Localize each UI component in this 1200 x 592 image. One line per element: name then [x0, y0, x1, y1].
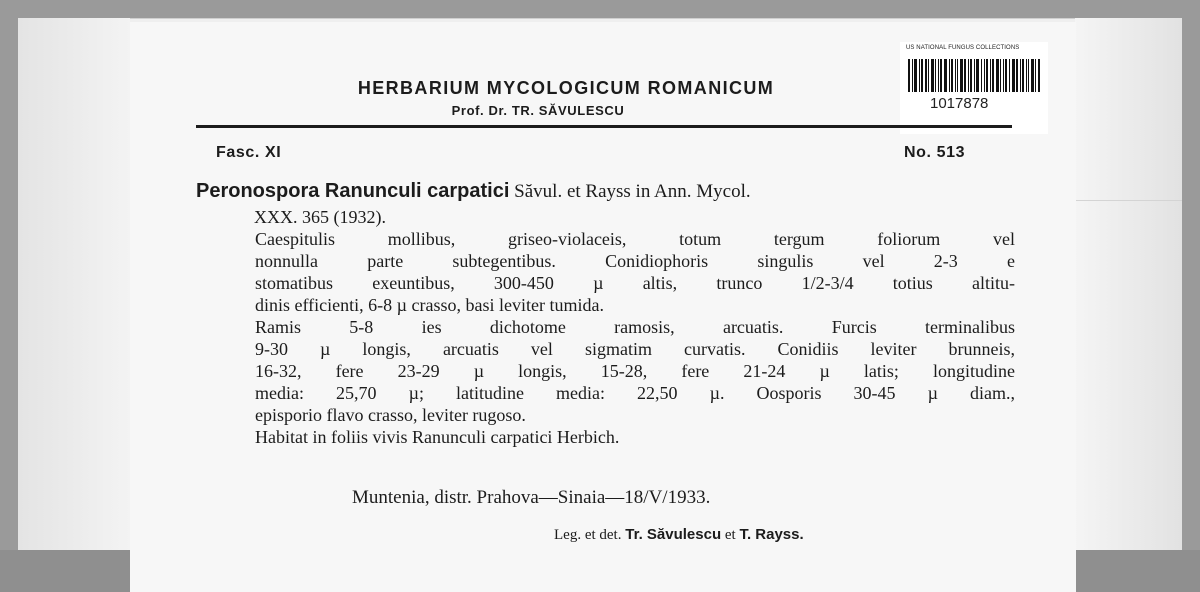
description-line: stomatibus exeuntibus, 300-450 µ altis, trunco 1/2-3/4 totius altitu- [255, 273, 1015, 293]
collector-prefix: Leg. et det. [554, 527, 622, 543]
herbarium-label [130, 22, 1076, 592]
packet-left-flap [18, 18, 130, 550]
collector-line [554, 526, 804, 544]
locality-line: Muntenia, distr. Prahova—Sinaia—18/V/1933. [352, 487, 711, 508]
barcode-caption: US NATIONAL FUNGUS COLLECTIONS [906, 45, 1020, 51]
description-line: Caespitulis mollibus, griseo-violaceis, totum tergum foliorum vel [255, 229, 1015, 249]
fascicle-label: Fasc. XI [216, 144, 282, 161]
description-line: Ramis 5-8 ies dichotome ramosis, arcuatis. Furcis terminalibus [255, 317, 1015, 337]
description-line: 16-32, fere 23-29 µ longis, 15-28, fere 21-24 µ latis; longitudine [255, 361, 1015, 381]
description-line: episporio flavo crasso, leviter rugoso. [255, 405, 526, 425]
exsiccata-number: No. 513 [904, 144, 966, 161]
herbarium-title: HERBARIUM MYCOLOGICUM ROMANICUM [357, 78, 775, 98]
collector-name: Tr. Săvulescu [625, 526, 722, 543]
description-line: 9-30 µ longis, arcuatis vel sigmatim curvatis. Conidiis leviter brunneis, [255, 339, 1015, 359]
taxon-name: Peronospora Ranunculi carpatici [196, 180, 510, 202]
packet-right-flap [1075, 18, 1182, 550]
collector-conjunction: et [724, 527, 736, 543]
taxon-authority: Săvul. et Rayss in Ann. Mycol. [514, 181, 751, 202]
taxon-citation: XXX. 365 (1932). [254, 207, 386, 227]
description-block [255, 228, 1015, 448]
packet-fold-line [1075, 200, 1182, 201]
description-line: nonnulla parte subtegentibus. Conidiophoris singulis vel 2-3 e [255, 251, 1015, 271]
description-line: media: 25,70 µ; latitudine media: 22,50 µ. Oosporis 30-45 µ diam., [255, 383, 1015, 403]
determiner-name: T. Rayss. [739, 526, 804, 543]
header-rule [196, 125, 1012, 128]
description-line: dinis efficienti, 6-8 µ crasso, basi leviter tumida. [255, 295, 604, 315]
barcode-number: 1017878 [930, 95, 989, 112]
habitat-line: Habitat in foliis vivis Ranunculi carpatici Herbich. [255, 427, 620, 447]
herbarium-editor: Prof. Dr. TR. SĂVULESCU [451, 103, 625, 118]
taxon-line [196, 180, 1026, 203]
